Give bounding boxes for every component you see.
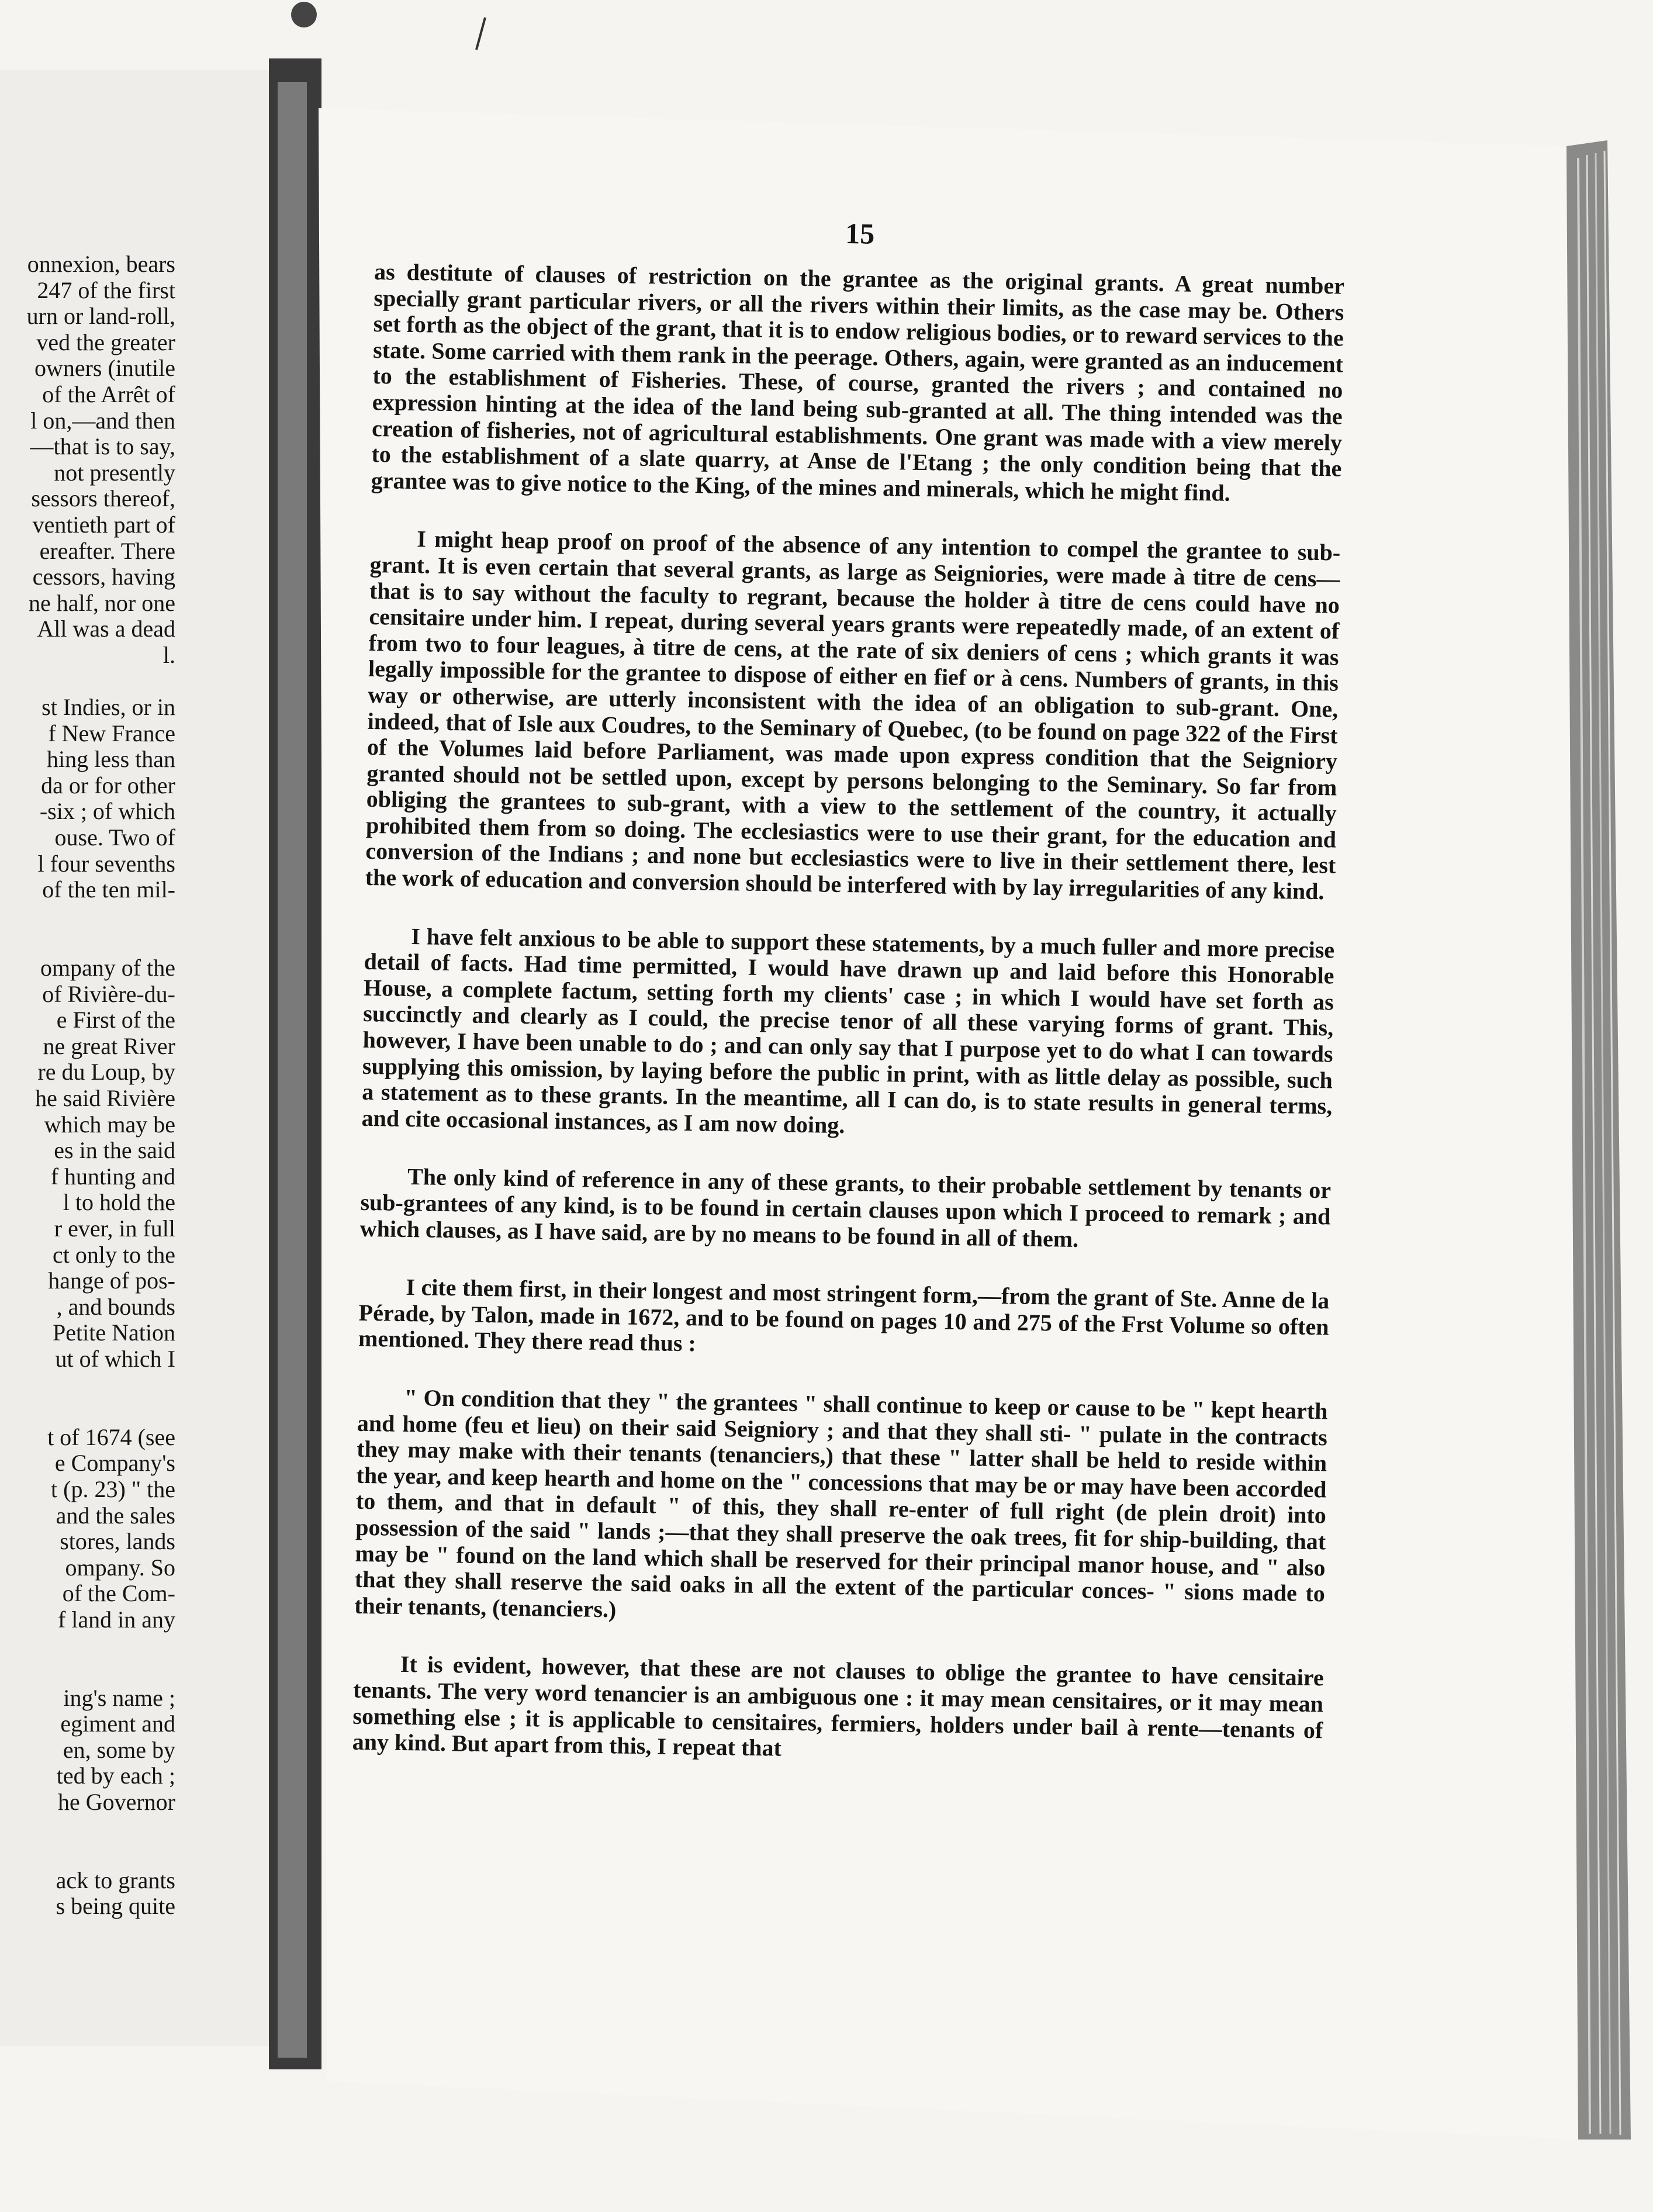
left-page-line: ted by each ;	[56, 1762, 175, 1789]
left-page-line: and the sales	[56, 1502, 175, 1529]
left-page-line: ompany. So	[65, 1554, 175, 1581]
left-page-line: not presently	[54, 459, 175, 486]
left-page-line: onnexion, bears	[27, 251, 175, 277]
left-page-line: f New France	[48, 720, 175, 746]
left-page-line: urn or land-roll,	[26, 303, 175, 330]
left-page-line: of the Com-	[62, 1580, 175, 1607]
left-page-line: en, some by	[63, 1736, 175, 1763]
left-page-line: ved the greater	[36, 329, 175, 355]
left-page-line: re du Loup, by	[37, 1059, 175, 1086]
left-page-line	[0, 1659, 175, 1685]
left-page-line: ut of which I	[55, 1345, 175, 1372]
left-page-line: hange of pos-	[48, 1267, 175, 1294]
left-page-line: egiment and	[60, 1710, 175, 1737]
page-number: 15	[845, 216, 875, 250]
left-page-line: r ever, in full	[54, 1215, 175, 1242]
left-page-line: ne half, nor one	[28, 589, 175, 616]
left-page-line: he Governor	[57, 1789, 175, 1816]
left-page-line: Petite Nation	[53, 1319, 175, 1346]
left-page-line	[0, 1373, 175, 1399]
left-page-line: ct only to the	[53, 1241, 175, 1268]
paragraph: I have felt anxious to be able to support these statements, by a much fuller and more precise detail of facts. Had time permitted, I would have drawn up and laid before this Honorable House, a complete factum, setting forth my clients' case ; in which I would have set forth as succinctly and clearly as I could, the precise tenor of all these varying forms of grant. This, however, I have been unable to do ; and can only say that I purpose yet to do what I can towards supplying this omission, by laying before the public in print, with as little delay as possible, such a statement as to these grants. In the meantime, all I can do, is to state results in general terms, and cite occasional instances, as I am now doing.	[361, 922, 1335, 1138]
left-page-line: owners (inutile	[34, 355, 175, 382]
left-page-line: e Company's	[54, 1450, 175, 1477]
left-page-line: of the Arrêt of	[42, 381, 175, 407]
left-page-line: ing's name ;	[63, 1684, 175, 1711]
left-page-line: -six ; of which	[39, 798, 175, 825]
left-page-line: t (p. 23) " the	[51, 1475, 175, 1502]
left-page-line: da or for other	[41, 772, 175, 799]
left-page-line: l.	[162, 641, 175, 668]
left-page-line: es in the said	[54, 1137, 175, 1164]
left-page-line: ack to grants	[56, 1867, 175, 1893]
right-page-text	[352, 216, 1345, 1802]
left-page-line: l on,—and then	[30, 407, 175, 434]
left-page-line: l four sevenths	[37, 850, 175, 877]
left-page-line: 247 of the first	[37, 276, 175, 303]
left-page-line	[0, 1633, 175, 1659]
left-page-line	[0, 669, 175, 695]
left-page-line	[0, 903, 175, 929]
paragraph: I cite them first, in their longest and most stringent form,—from the grant of Ste. Anne de la Pérade, by Talon, made in 1672, and to be found on pages 10 and 275 of the Frst Volume so often mentioned. They there read thus :	[358, 1274, 1330, 1357]
quoted-clause: " On condition that they " the grantees " shall continue to keep or cause to be " kept hearth and home (feu et lieu) on their said Seigniory ; and that they shall sti- " pulate in the contracts they may make with their tenants (tenanciers,) that these " latter shall be held to reside within the year, and keep hearth and home on the " concessions that may be or may have been accorded to them, and that in default " of this, they shall re-enter of full right (de plein droit) into possession of the said " lands ;—that they shall preserve the oak trees, fit for ship-building, that may be " found on the land which shall be reserved for their principal manor house, and " also that they shall reserve the said oaks in all the extent of the particular conces- " sions made to their tenants, (tenanciers.)	[354, 1384, 1328, 1623]
left-page-line: s being quite	[56, 1893, 175, 1920]
paragraph: The only kind of reference in any of these grants, to their probable settlement by tenants or sub-grantees of any kind, is to be found in certain clauses upon which I proceed to remark ; and which clauses, as I have said, are by no means to be found in all of them.	[359, 1163, 1332, 1252]
left-page-line: f land in any	[57, 1606, 175, 1633]
left-page-line: —that is to say,	[30, 433, 175, 460]
left-page-line: ompany of the	[40, 955, 175, 981]
left-page-line: sessors thereof,	[31, 485, 175, 512]
left-page-line: ereafter. There	[39, 537, 175, 564]
left-page-line: l to hold the	[63, 1189, 175, 1216]
left-page-line: which may be	[44, 1111, 175, 1138]
speck-mark	[291, 2, 317, 27]
left-page-text	[0, 251, 175, 1920]
left-page-line	[0, 929, 175, 955]
left-page-line	[0, 1398, 175, 1425]
left-page-line: hing less than	[47, 746, 175, 773]
left-page-line: f hunting and	[50, 1163, 175, 1190]
left-page-line	[0, 1816, 175, 1842]
paragraph: It is evident, however, that these are not clauses to oblige the grantee to have censitaire tenants. The very word tenancier is an ambiguous one : it may mean censitaires, or it may mean something else ; it is applicable to censitaires, fermiers, holders under bail à rente—tenants of any kind. But apart from this, I repeat that	[352, 1651, 1324, 1761]
left-page-line: stores, lands	[60, 1528, 175, 1555]
paragraph: I might heap proof on proof of the absence of any intention to compel the grantee to sub-grant. It is even certain that several grants, as large as Seigniories, were made à titre de cens—that is to say without the faculty to regrant, because the holder à titre de cens could have no censitaire under him. I repeat, during several years grants were repeatedly made, of an extent of from two to four leagues, à titre de cens, at the rate of six deniers of cens ; which grants it was legally impossible for the grantee to dispose of either en fief or à cens. Numbers of grants, in this way or otherwise, are utterly inconsistent with the idea of an obligation to sub-grant. One, indeed, that of Isle aux Coudres, to the Seminary of Quebec, (to be found on page 322 of the First of the Volumes laid before Parliament, was made upon express condition that the Seigniory granted should not be settled upon, except by persons belonging to the Seminary. So far from obliging the grantees to sub-grant, with a view to the settlement of the country, it actually prohibited them from so doing. The ecclesiastics were to use their grant, for the education and conversion of the Indians ; and none but ecclesiastics were to live in their settlement there, lest the work of education and conversion should be interfered with by lay irregularities of any kind.	[365, 526, 1341, 905]
left-page-line: cessors, having	[32, 564, 175, 590]
left-page-line: t of 1674 (see	[47, 1423, 175, 1450]
left-page-line	[0, 1841, 175, 1868]
left-page-line: e First of the	[56, 1007, 175, 1034]
left-page-line: All was a dead	[37, 616, 175, 642]
left-page-line: ouse. Two of	[54, 824, 175, 851]
left-page-line: , and bounds	[56, 1293, 175, 1320]
left-page-line: he said Rivière	[35, 1085, 175, 1111]
left-page-line: of the ten mil-	[42, 876, 175, 903]
paragraph: as destitute of clauses of restriction on the grantee as the original grants. A great number specially grant particular rivers, or all the rivers within their limits, as the case may be. Others set forth as the object of the grant, that it is to endow religious bodies, or to reward services to the state. Some carried with them rank in the peerage. Others, again, were granted as an inducement to the establishment of Fisheries. These, of course, granted the rivers ; and contained no expression hinting at the idea of the land being sub-granted at all. The thing intended was the creation of fisheries, not of agricultural establishments. One grant was made with a view merely to the establishment of a slate quarry, at Anse de l'Etang ; the only condition being that the grantee was to give notice to the King, of the mines and minerals, which he might find.	[371, 258, 1345, 506]
left-page-line: st Indies, or in	[42, 694, 175, 721]
left-page-line: of Rivière-du-	[42, 980, 175, 1007]
left-page-line: ventieth part of	[32, 511, 175, 538]
left-page-line: ne great River	[43, 1032, 175, 1059]
